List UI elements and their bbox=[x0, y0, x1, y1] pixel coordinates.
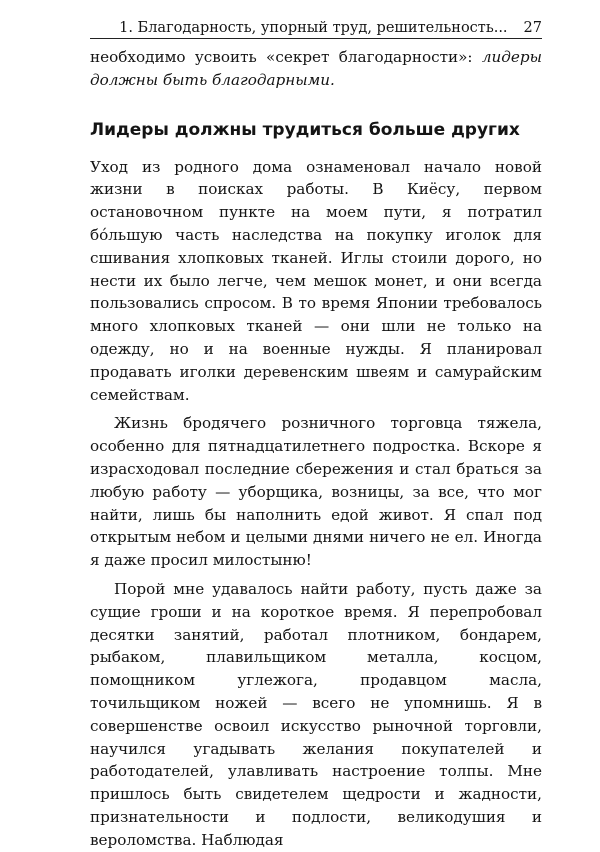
paragraph: Жизнь бродячего розничного торговца тяжела, особенно для пятнадцатилетнего подростка. Вскоре я израсходовал последние сбережения и стал браться за любую работу — уборщика, возницы, за все, что мог найти, лишь бы наполнить едой живот. Я спал под открытым небом и целыми днями ничего не ел. Иногда я даже просил милостыню! bbox=[90, 414, 542, 570]
paragraph: Уход из родного дома ознаменовал начало новой жизни в поисках работы. В Киёсу, первом остановочном пункте на моем пути, я потратил бо́льшую часть наследства на покупку иголок для сшивания хлопковых тканей. Иглы стоили дорого, но нести их было легче, чем мешок монет, и они всегда пользовались спросом. В то время Японии требовалось много хлопковых тканей — они шли не только на одежду, но и на военные нужды. Я планировал продавать иголки деревенским швеям и самурайским семействам. bbox=[90, 157, 542, 404]
page-number: 27 bbox=[523, 20, 542, 36]
chapter-title: 1. Благодарность, упорный труд, решительность... bbox=[119, 20, 508, 36]
intro-emphasis: лидеры должны быть благодарными. bbox=[90, 48, 542, 89]
running-header bbox=[90, 8, 542, 39]
intro-text: необходимо усвоить «секрет благодарности»: bbox=[90, 48, 482, 66]
section-heading: Лидеры должны трудиться больше других bbox=[90, 119, 520, 140]
intro-paragraph bbox=[90, 46, 542, 92]
paragraph: Порой мне удавалось найти работу, пусть даже за сущие гроши и на короткое время. Я перепробовал десятки занятий, работал плотником, бондарем, рыбаком, плавильщиком металла, косцом, помощником углежога, продавцом масла, точильщиком ножей — всего не упомнишь. Я в совершенстве освоил искусство рыночной торговли, научился угадывать желания покупателей и работодателей, улавливать настроение толпы. Мне пришлось быть свидетелем щедрости и жадности, признательности и подлости, великодушия и вероломства. Наблюдая bbox=[90, 579, 542, 849]
page-body bbox=[90, 46, 542, 852]
